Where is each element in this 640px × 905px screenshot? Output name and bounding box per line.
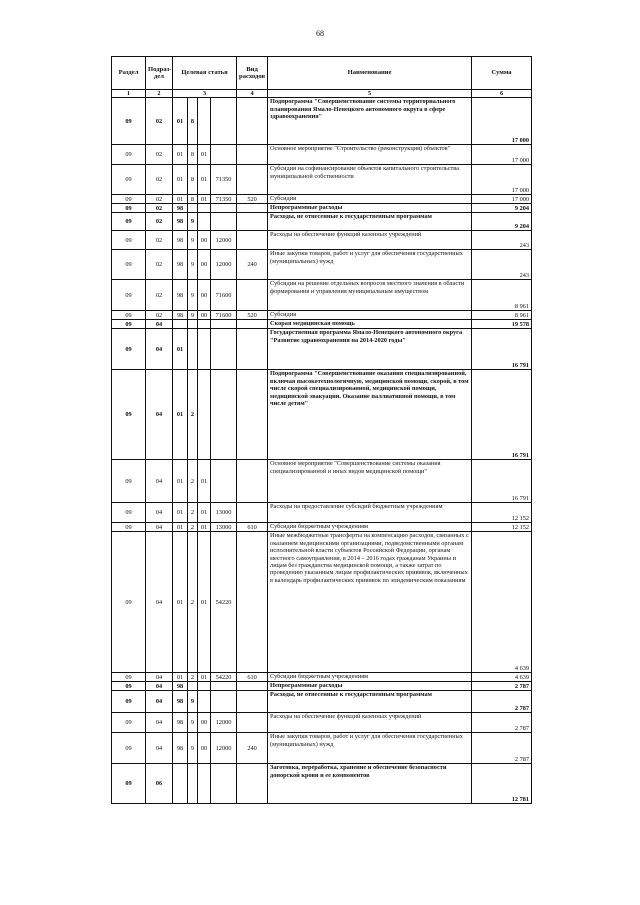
- target-code-subprogram: [188, 320, 198, 329]
- target-code-program: 98: [173, 713, 188, 733]
- table-row: [112, 523, 532, 532]
- target-code-program: 01: [173, 503, 188, 523]
- item-name: Подпрограмма "Совершенствование системы территориального планирования Ямало-Ненецкого автономного округа в сфере здравоохранения": [268, 98, 472, 145]
- target-code-program: 01: [173, 165, 188, 195]
- amount-cell: 2 787: [472, 733, 532, 764]
- amount-cell: 9 204: [472, 204, 532, 213]
- expense-type-cell: [237, 691, 268, 713]
- podrazdel-cell: 04: [146, 460, 173, 503]
- target-code-program: 01: [173, 98, 188, 145]
- razdel-cell: 09: [112, 280, 146, 311]
- target-code-event: [198, 682, 211, 691]
- target-code-direction: [211, 204, 237, 213]
- razdel-cell: 09: [112, 532, 146, 673]
- table-row: [112, 204, 532, 213]
- razdel-cell: 09: [112, 213, 146, 231]
- target-code-direction: 71350: [211, 165, 237, 195]
- header-naim: Наименование: [268, 57, 472, 90]
- expense-type-cell: [237, 204, 268, 213]
- razdel-cell: 09: [112, 250, 146, 280]
- expense-type-cell: 610: [237, 523, 268, 532]
- expense-type-cell: [237, 460, 268, 503]
- target-code-subprogram: 9: [188, 311, 198, 320]
- target-code-program: 98: [173, 280, 188, 311]
- target-code-program: 01: [173, 195, 188, 204]
- amount-cell: 4 639: [472, 673, 532, 682]
- target-code-direction: 12000: [211, 231, 237, 250]
- target-code-event: 01: [198, 673, 211, 682]
- target-code-subprogram: 9: [188, 213, 198, 231]
- target-code-event: 01: [198, 532, 211, 673]
- amount-cell: 12 781: [472, 764, 532, 804]
- amount-cell: 8 961: [472, 280, 532, 311]
- target-code-program: [173, 764, 188, 804]
- target-code-subprogram: 9: [188, 231, 198, 250]
- podrazdel-cell: 04: [146, 673, 173, 682]
- expense-type-cell: [237, 713, 268, 733]
- podrazdel-cell: 04: [146, 523, 173, 532]
- target-code-direction: [211, 460, 237, 503]
- razdel-cell: 09: [112, 204, 146, 213]
- expense-type-cell: [237, 231, 268, 250]
- table-row: [112, 673, 532, 682]
- amount-cell: 16 791: [472, 370, 532, 460]
- target-code-event: 00: [198, 311, 211, 320]
- table-row: [112, 503, 532, 523]
- item-name: Непрограммные расходы: [268, 682, 472, 691]
- target-code-program: 01: [173, 329, 188, 370]
- expense-type-cell: 240: [237, 733, 268, 764]
- amount-cell: 243: [472, 250, 532, 280]
- amount-cell: 17 000: [472, 98, 532, 145]
- amount-cell: 4 639: [472, 532, 532, 673]
- amount-cell: 17 000: [472, 165, 532, 195]
- podrazdel-cell: 04: [146, 682, 173, 691]
- table-row: [112, 250, 532, 280]
- target-code-subprogram: [188, 329, 198, 370]
- amount-cell: 19 578: [472, 320, 532, 329]
- expense-type-cell: [237, 682, 268, 691]
- target-code-subprogram: 2: [188, 523, 198, 532]
- target-code-subprogram: 9: [188, 280, 198, 311]
- target-code-event: 00: [198, 713, 211, 733]
- razdel-cell: 09: [112, 460, 146, 503]
- target-code-direction: [211, 98, 237, 145]
- podrazdel-cell: 02: [146, 145, 173, 165]
- target-code-event: 01: [198, 195, 211, 204]
- podrazdel-cell: 02: [146, 204, 173, 213]
- item-name: Подпрограмма "Совершенствование оказания специализированной, включая высокотехнологичную, медицинской помощи, скорой, в том числе скорой специализированной, медицинской помощи, медицинской эвакуации. Оказание паллиативной помощи, в том числе детям": [268, 370, 472, 460]
- podrazdel-cell: 04: [146, 503, 173, 523]
- expense-type-cell: 520: [237, 311, 268, 320]
- amount-cell: 16 791: [472, 329, 532, 370]
- table-row: [112, 370, 532, 460]
- target-code-direction: 12000: [211, 713, 237, 733]
- target-code-subprogram: 2: [188, 460, 198, 503]
- target-code-subprogram: 2: [188, 532, 198, 673]
- razdel-cell: 09: [112, 370, 146, 460]
- target-code-subprogram: 2: [188, 503, 198, 523]
- item-name: Иные закупки товаров, работ и услуг для обеспечения государственных (муниципальных) нужд: [268, 250, 472, 280]
- target-code-direction: [211, 329, 237, 370]
- col-number: 1: [112, 90, 146, 98]
- target-code-direction: [211, 145, 237, 165]
- header-celevaya: Целевая статья: [173, 57, 237, 90]
- item-name: Субсидии бюджетным учреждениям: [268, 523, 472, 532]
- item-name: Субсидии: [268, 195, 472, 204]
- target-code-program: 01: [173, 523, 188, 532]
- razdel-cell: 09: [112, 329, 146, 370]
- razdel-cell: 09: [112, 733, 146, 764]
- target-code-event: 01: [198, 503, 211, 523]
- amount-cell: 17 000: [472, 195, 532, 204]
- target-code-event: [198, 204, 211, 213]
- table-row: [112, 98, 532, 145]
- target-code-direction: [211, 213, 237, 231]
- expense-type-cell: [237, 280, 268, 311]
- target-code-program: 98: [173, 682, 188, 691]
- podrazdel-cell: 04: [146, 713, 173, 733]
- razdel-cell: 09: [112, 98, 146, 145]
- expense-type-cell: [237, 532, 268, 673]
- item-name: Заготовка, переработка, хранение и обеспечение безопасности донорской крови и ее компонентов: [268, 764, 472, 804]
- target-code-event: 01: [198, 460, 211, 503]
- budget-table: [111, 56, 532, 804]
- header-vid: Вид расходов: [237, 57, 268, 90]
- item-name: Расходы, не отнесенные к государственным программам: [268, 213, 472, 231]
- target-code-subprogram: 2: [188, 673, 198, 682]
- target-code-program: 01: [173, 532, 188, 673]
- target-code-direction: 54220: [211, 532, 237, 673]
- target-code-event: [198, 98, 211, 145]
- target-code-program: 98: [173, 204, 188, 213]
- expense-type-cell: [237, 165, 268, 195]
- razdel-cell: 09: [112, 503, 146, 523]
- item-name: Субсидии бюджетным учреждениям: [268, 673, 472, 682]
- item-name: Расходы на обеспечение функций казенных учреждений: [268, 231, 472, 250]
- expense-type-cell: [237, 320, 268, 329]
- header-podrazdel: Подраз-дел: [146, 57, 173, 90]
- target-code-program: 98: [173, 733, 188, 764]
- razdel-cell: 09: [112, 523, 146, 532]
- amount-cell: 2 787: [472, 713, 532, 733]
- page-number: 68: [316, 29, 324, 38]
- target-code-direction: 71350: [211, 195, 237, 204]
- target-code-program: 98: [173, 311, 188, 320]
- table-row: [112, 329, 532, 370]
- table-row: [112, 733, 532, 764]
- target-code-event: 01: [198, 165, 211, 195]
- expense-type-cell: [237, 329, 268, 370]
- razdel-cell: 09: [112, 673, 146, 682]
- target-code-event: [198, 691, 211, 713]
- table-row: [112, 460, 532, 503]
- razdel-cell: 09: [112, 713, 146, 733]
- expense-type-cell: [237, 145, 268, 165]
- podrazdel-cell: 02: [146, 250, 173, 280]
- expense-type-cell: [237, 98, 268, 145]
- target-code-subprogram: 9: [188, 250, 198, 280]
- table-row: [112, 213, 532, 231]
- col-number: 2: [146, 90, 173, 98]
- header-razdel: Раздел: [112, 57, 146, 90]
- podrazdel-cell: 04: [146, 370, 173, 460]
- podrazdel-cell: 04: [146, 733, 173, 764]
- amount-cell: 2 787: [472, 682, 532, 691]
- podrazdel-cell: 02: [146, 98, 173, 145]
- item-name: Государственная программа Ямало-Ненецкого автономного округа "Развитие здравоохранения на 2014-2020 годы": [268, 329, 472, 370]
- item-name: Расходы на обеспечение функций казенных учреждений: [268, 713, 472, 733]
- item-name: Субсидии на решение отдельных вопросов местного значения в области формирования и управления муниципальным имуществом: [268, 280, 472, 311]
- target-code-direction: 13000: [211, 503, 237, 523]
- target-code-direction: 71600: [211, 311, 237, 320]
- razdel-cell: 09: [112, 682, 146, 691]
- expense-type-cell: [237, 503, 268, 523]
- table-row: [112, 713, 532, 733]
- podrazdel-cell: 02: [146, 165, 173, 195]
- target-code-program: 01: [173, 673, 188, 682]
- item-name: Скорая медицинская помощь: [268, 320, 472, 329]
- table-row: [112, 145, 532, 165]
- expense-type-cell: [237, 764, 268, 804]
- item-name: Субсидия: [268, 311, 472, 320]
- expense-type-cell: 240: [237, 250, 268, 280]
- target-code-program: 01: [173, 460, 188, 503]
- col-number: 4: [237, 90, 268, 98]
- target-code-direction: [211, 682, 237, 691]
- target-code-subprogram: 8: [188, 98, 198, 145]
- target-code-subprogram: 8: [188, 165, 198, 195]
- target-code-direction: 13000: [211, 523, 237, 532]
- target-code-event: [198, 329, 211, 370]
- col-number: 6: [472, 90, 532, 98]
- razdel-cell: 09: [112, 145, 146, 165]
- table-row: [112, 764, 532, 804]
- item-name: Расходы на предоставление субсидий бюджетным учреждениям: [268, 503, 472, 523]
- amount-cell: 12 152: [472, 523, 532, 532]
- target-code-subprogram: 2: [188, 370, 198, 460]
- podrazdel-cell: 06: [146, 764, 173, 804]
- amount-cell: 16 791: [472, 460, 532, 503]
- podrazdel-cell: 04: [146, 329, 173, 370]
- podrazdel-cell: 02: [146, 213, 173, 231]
- razdel-cell: 09: [112, 311, 146, 320]
- target-code-event: 00: [198, 250, 211, 280]
- expense-type-cell: 520: [237, 195, 268, 204]
- target-code-event: 00: [198, 231, 211, 250]
- table-row: [112, 280, 532, 311]
- podrazdel-cell: 04: [146, 320, 173, 329]
- amount-cell: 8 961: [472, 311, 532, 320]
- target-code-program: [173, 320, 188, 329]
- target-code-event: [198, 370, 211, 460]
- target-code-event: [198, 764, 211, 804]
- target-code-event: 00: [198, 733, 211, 764]
- podrazdel-cell: 04: [146, 532, 173, 673]
- podrazdel-cell: 02: [146, 231, 173, 250]
- expense-type-cell: [237, 370, 268, 460]
- header-summa: Сумма: [472, 57, 532, 90]
- target-code-subprogram: 8: [188, 195, 198, 204]
- table-row: [112, 311, 532, 320]
- target-code-direction: [211, 691, 237, 713]
- razdel-cell: 09: [112, 195, 146, 204]
- target-code-direction: 54220: [211, 673, 237, 682]
- podrazdel-cell: 02: [146, 311, 173, 320]
- expense-type-cell: [237, 213, 268, 231]
- table-row: [112, 532, 532, 673]
- razdel-cell: 09: [112, 165, 146, 195]
- podrazdel-cell: 02: [146, 280, 173, 311]
- target-code-program: 98: [173, 231, 188, 250]
- target-code-subprogram: [188, 682, 198, 691]
- razdel-cell: 09: [112, 320, 146, 329]
- target-code-program: 98: [173, 691, 188, 713]
- target-code-event: 01: [198, 523, 211, 532]
- target-code-direction: 12000: [211, 733, 237, 764]
- amount-cell: 12 152: [472, 503, 532, 523]
- target-code-event: 00: [198, 280, 211, 311]
- table-row: [112, 195, 532, 204]
- target-code-direction: 12000: [211, 250, 237, 280]
- col-number: 5: [268, 90, 472, 98]
- item-name: Расходы, не отнесенные к государственным программам: [268, 691, 472, 713]
- item-name: Субсидия на софинансирование объектов капитального строительства муниципальной собственности: [268, 165, 472, 195]
- razdel-cell: 09: [112, 231, 146, 250]
- target-code-subprogram: [188, 204, 198, 213]
- item-name: Иные межбюджетные трансферты на компенсацию расходов, связанных с оказанием медицинскими организациями, подведомственными органам исполнительной власти субъектов Российской Федерации, органам местного самоуправления, в 2014 – 2016 годах гражданам Украины и лицам без гражданства медицинской помощи, а также затрат по проведению указанным лицам профилактических прививок, включенных в календарь профилактических прививок по эпидемическим показаниям: [268, 532, 472, 673]
- target-code-subprogram: [188, 764, 198, 804]
- table-row: [112, 165, 532, 195]
- razdel-cell: 09: [112, 764, 146, 804]
- target-code-program: 01: [173, 370, 188, 460]
- target-code-subprogram: 9: [188, 733, 198, 764]
- target-code-program: 01: [173, 145, 188, 165]
- target-code-direction: 71600: [211, 280, 237, 311]
- target-code-subprogram: 9: [188, 713, 198, 733]
- podrazdel-cell: 04: [146, 691, 173, 713]
- col-number: 3: [173, 90, 237, 98]
- table-row: [112, 231, 532, 250]
- item-name: Основное мероприятие "Строительство (реконструкция) объектов": [268, 145, 472, 165]
- target-code-direction: [211, 764, 237, 804]
- target-code-event: [198, 320, 211, 329]
- item-name: Непрограммные расходы: [268, 204, 472, 213]
- item-name: Основное мероприятие "Совершенствование системы оказания специализированной и иных видов медицинской помощи": [268, 460, 472, 503]
- target-code-subprogram: 9: [188, 691, 198, 713]
- target-code-direction: [211, 320, 237, 329]
- expense-type-cell: 610: [237, 673, 268, 682]
- target-code-event: [198, 213, 211, 231]
- amount-cell: 9 204: [472, 213, 532, 231]
- podrazdel-cell: 02: [146, 195, 173, 204]
- target-code-program: 98: [173, 213, 188, 231]
- target-code-direction: [211, 370, 237, 460]
- target-code-program: 98: [173, 250, 188, 280]
- item-name: Иные закупки товаров, работ и услуг для обеспечения государственных (муниципальных) нужд: [268, 733, 472, 764]
- amount-cell: 243: [472, 231, 532, 250]
- amount-cell: 2 787: [472, 691, 532, 713]
- table-row: [112, 691, 532, 713]
- table-row: [112, 320, 532, 329]
- amount-cell: 17 000: [472, 145, 532, 165]
- target-code-event: 01: [198, 145, 211, 165]
- table-row: [112, 682, 532, 691]
- target-code-subprogram: 8: [188, 145, 198, 165]
- razdel-cell: 09: [112, 691, 146, 713]
